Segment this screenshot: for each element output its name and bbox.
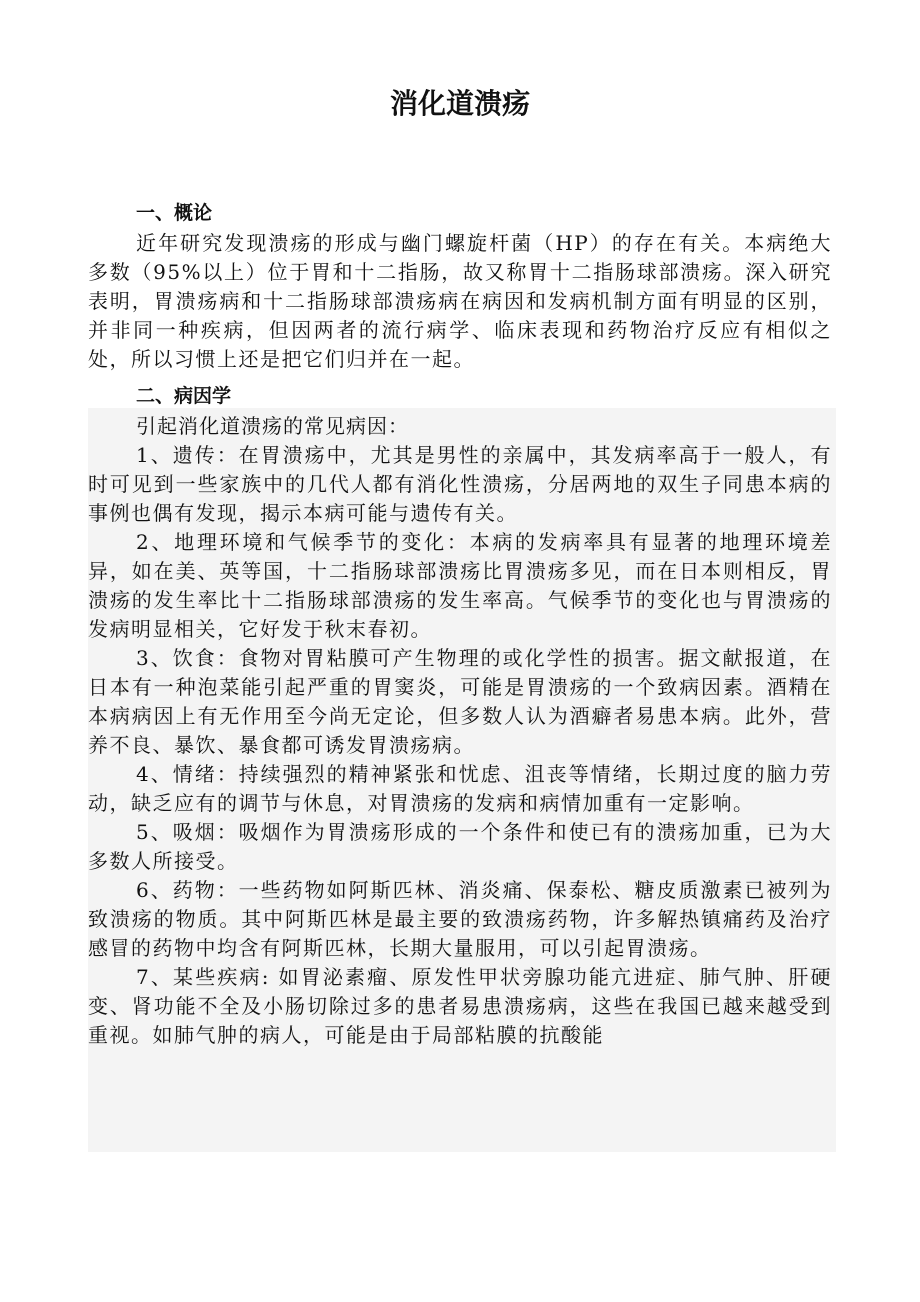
body-paragraph: 6、药物：一些药物如阿斯匹林、消炎痛、保泰松、糖皮质激素已被列为致溃疡的物质。其中阿斯匹林是最主要的致溃疡药物，许多解热镇痛药及治疗感冒的药物中均含有阿斯匹林，长期大量服用，可以引起胃溃疡。: [88, 878, 832, 960]
body-paragraph: 近年研究发现溃疡的形成与幽门螺旋杆菌（HP）的存在有关。本病绝大多数（95%以上）位于胃和十二指肠，故又称胃十二指肠球部溃疡。深入研究表明，胃溃疡病和十二指肠球部溃疡病在病因和发病机制方面有明显的区别，并非同一种疾病，但因两者的流行病学、临床表现和药物治疗反应有相似之处，所以习惯上还是把它们归并在一起。: [88, 231, 832, 371]
body-paragraph: 5、吸烟：吸烟作为胃溃疡形成的一个条件和使已有的溃疡加重，已为大多数人所接受。: [88, 820, 832, 873]
body-paragraph: 1、遗传：在胃溃疡中，尤其是男性的亲属中，其发病率高于一般人，有时可见到一些家族中的几代人都有消化性溃疡，分居两地的双生子同患本病的事例也偶有发现，揭示本病可能与遗传有关。: [88, 443, 832, 525]
etiology-intro: 引起消化道溃疡的常见病因：: [136, 414, 409, 438]
section-heading-overview: 一、概论: [136, 202, 213, 224]
page-title: 消化道溃疡: [389, 87, 530, 120]
body-paragraph: 3、饮食：食物对胃粘膜可产生物理的或化学性的损害。据文献报道，在日本有一种泡菜能引起严重的胃窦炎，可能是胃溃疡的一个致病因素。酒精在本病病因上有无作用至今尚无定论，但多数人认为酒癖者易患本病。此外，营养不良、暴饮、暴食都可诱发胃溃疡病。: [88, 646, 832, 757]
body-paragraph: 4、情绪：持续强烈的精神紧张和忧虑、沮丧等情绪，长期过度的脑力劳动，缺乏应有的调节与休息，对胃溃疡的发病和病情加重有一定影响。: [88, 762, 832, 815]
body-paragraph: 2、地理环境和气候季节的变化：本病的发病率具有显著的地理环境差异，如在美、英等国，十二指肠球部溃疡比胃溃疡多见，而在日本则相反，胃溃疡的发生率比十二指肠球部溃疡的发生率高。气候季节的变化也与胃溃疡的发病明显相关，它好发于秋末春初。: [88, 530, 832, 641]
etiology-body: [88, 412, 832, 1050]
overview-body: [88, 229, 832, 374]
body-paragraph: 7、某些疾病: 如胃泌素瘤、原发性甲状旁腺功能亢进症、肺气肿、肝硬变、肾功能不全及小肠切除过多的患者易患溃疡病，这些在我国已越来越受到重视。如肺气肿的病人，可能是由于局部粘膜的抗酸能: [88, 965, 832, 1047]
section-heading-etiology: 二、病因学: [136, 385, 232, 407]
